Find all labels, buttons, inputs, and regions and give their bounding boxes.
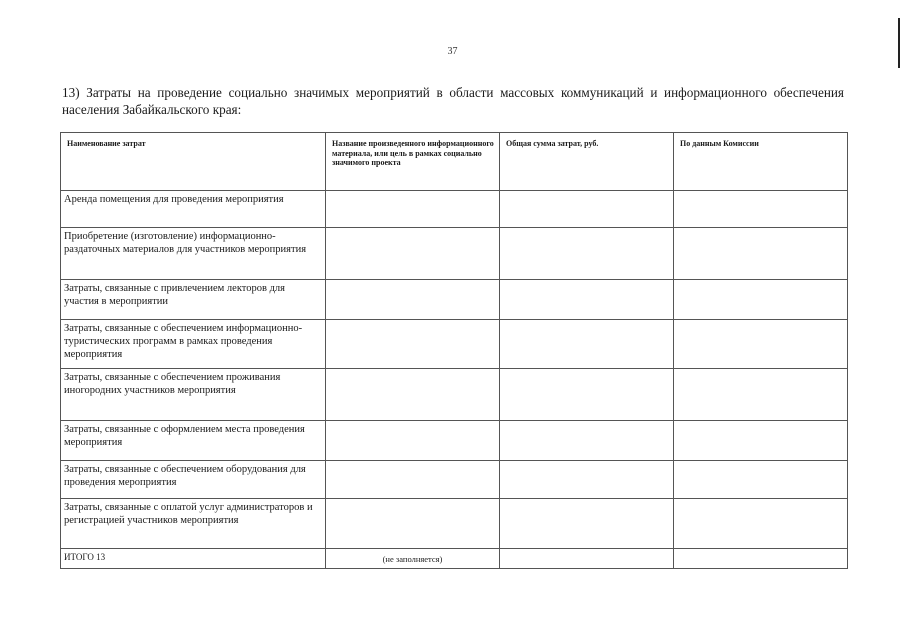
material-cell [326,320,500,369]
table-row [61,369,848,421]
page-edge-rule [898,18,900,68]
amount-cell [500,461,674,499]
commission-cell [674,228,848,280]
amount-cell [500,320,674,369]
total-amount-cell [500,549,674,569]
section-heading: 13) Затраты на проведение социально значимых мероприятий в области массовых коммуникаций и информационного обеспечения населения Забайкальского края: [62,85,844,117]
material-cell [326,280,500,320]
table-row [61,228,848,280]
material-cell [326,461,500,499]
commission-cell [674,461,848,499]
costs-table [60,132,848,569]
amount-cell [500,228,674,280]
material-cell [326,191,500,228]
cost-name-cell: Затраты, связанные с обеспечением проживания иногородних участников мероприятия [61,369,326,421]
material-cell [326,228,500,280]
cost-name-cell: Затраты, связанные с обеспечением информационно-туристических программ в рамках проведения мероприятия [61,320,326,369]
material-cell [326,369,500,421]
total-commission-cell [674,549,848,569]
not-filled-note: (не заполняется) [326,549,500,569]
commission-cell [674,421,848,461]
cost-name-cell: Приобретение (изготовление) информационно-раздаточных материалов для участников мероприятия [61,228,326,280]
amount-cell [500,421,674,461]
table-row [61,421,848,461]
table-row [61,320,848,369]
column-header-commission-data: По данным Комиссии [674,133,848,191]
table-header-row [61,133,848,191]
amount-cell [500,191,674,228]
column-header-total-amount: Общая сумма затрат, руб. [500,133,674,191]
page-number: 37 [447,46,458,57]
amount-cell [500,499,674,549]
column-header-cost-name: Наименование затрат [61,133,326,191]
material-cell [326,421,500,461]
amount-cell [500,280,674,320]
cost-name-cell: Аренда помещения для проведения мероприятия [61,191,326,228]
commission-cell [674,369,848,421]
cost-name-cell: Затраты, связанные с привлечением лекторов для участия в мероприятии [61,280,326,320]
table-row [61,280,848,320]
commission-cell [674,280,848,320]
table-row [61,191,848,228]
total-label: ИТОГО 13 [61,549,326,569]
amount-cell [500,369,674,421]
commission-cell [674,191,848,228]
material-cell [326,499,500,549]
cost-name-cell: Затраты, связанные с оформлением места проведения мероприятия [61,421,326,461]
total-row [61,549,848,569]
column-header-material-name: Название произведенного информационного материала, или цель в рамках социально значимого проекта [326,133,500,191]
cost-name-cell: Затраты, связанные с обеспечением оборудования для проведения мероприятия [61,461,326,499]
commission-cell [674,499,848,549]
table-row [61,461,848,499]
table-row [61,499,848,549]
cost-name-cell: Затраты, связанные с оплатой услуг администраторов и регистрацией участников мероприятия [61,499,326,549]
commission-cell [674,320,848,369]
